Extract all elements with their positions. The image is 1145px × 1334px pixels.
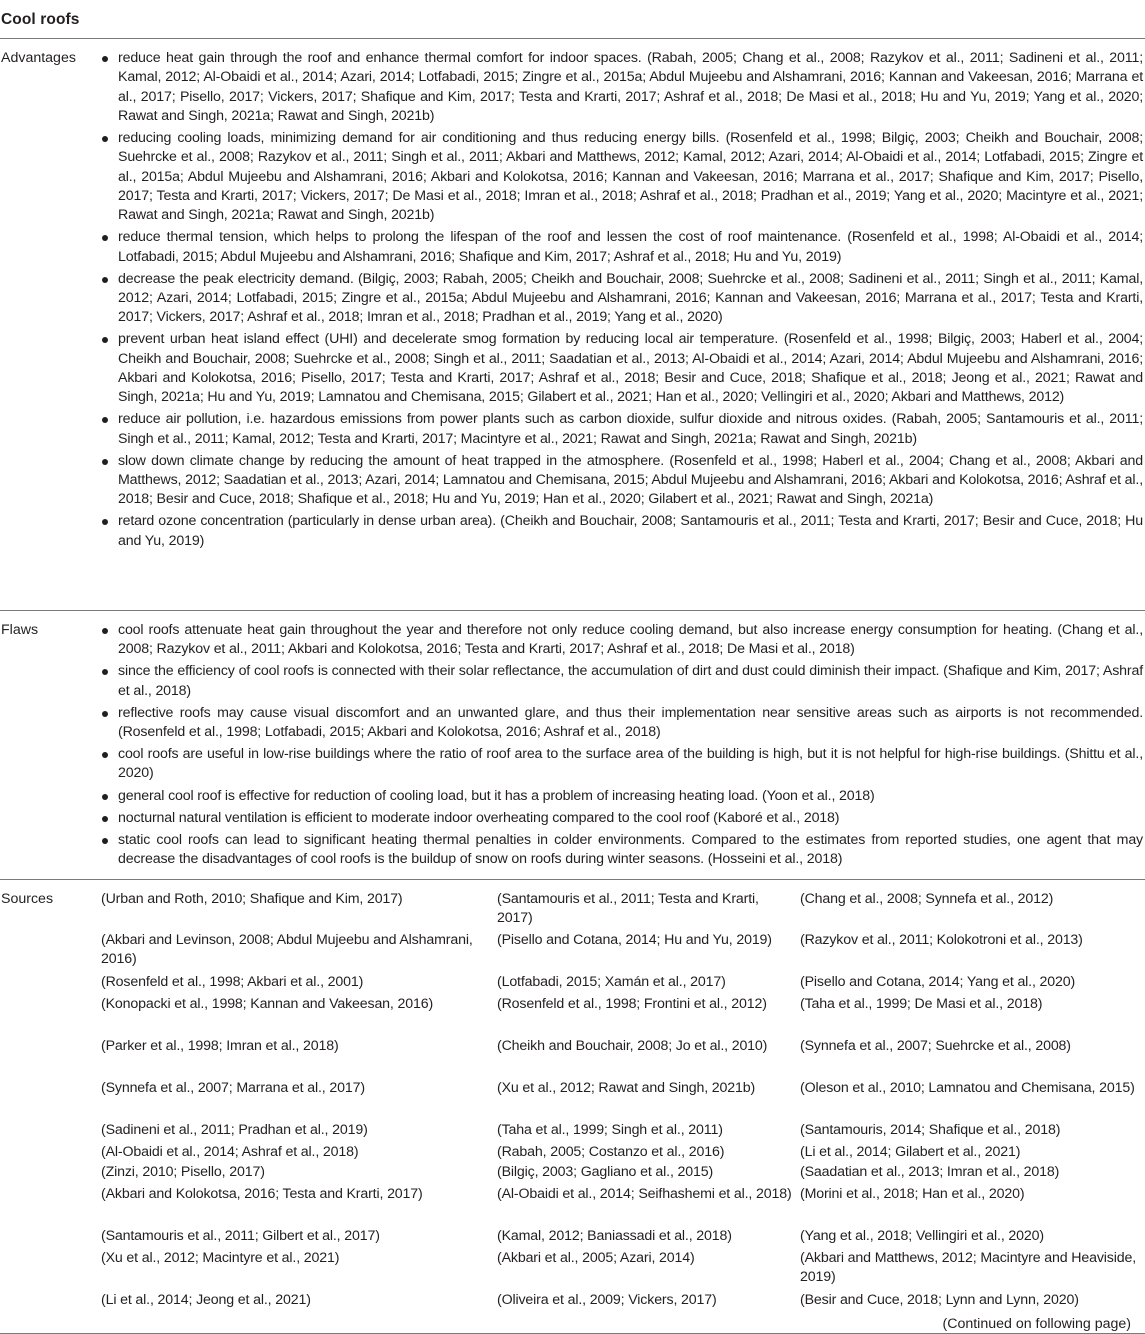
source-cell: (Synnefa et al., 2007; Suehrcke et al., 2008)	[800, 1038, 1071, 1054]
table-row	[101, 1185, 1145, 1227]
bullet-icon	[102, 459, 108, 465]
list-item: reduce thermal tension, which helps to prolong the lifespan of the roof and lessen the cost of roof maintenance. (Rosenfeld et al., 1998; Al-Obaidi et al., 2014; Lotfabadi, 2015; Abdul Mujeebu and Alshamrani, 2016; Shafique and Kim, 2017; Ashraf et al., 2018; Hu and Yu, 2019)	[101, 228, 1143, 267]
source-cell: (Santamouris et al., 2011; Testa and Krarti, 2017)	[497, 891, 759, 927]
sources-section	[0, 880, 1145, 1334]
list-item: since the efficiency of cool roofs is connected with their solar reflectance, the accumulation of dirt and dust could diminish their impact. (Shafique and Kim, 2017; Ashraf et al., 2018)	[101, 662, 1143, 701]
source-cell: (Akbari et al., 2005; Azari, 2014)	[497, 1250, 695, 1266]
bullet-icon	[102, 519, 108, 525]
bullet-icon	[102, 235, 108, 241]
flaws-section	[0, 611, 1145, 880]
source-cell: (Xu et al., 2012; Rawat and Singh, 2021b)	[497, 1080, 756, 1096]
source-cell: (Rosenfeld et al., 1998; Frontini et al., 2012)	[497, 996, 767, 1012]
list-item: decrease the peak electricity demand. (Bilgiç, 2003; Rabah, 2005; Cheikh and Bouchair, 2008; Suehrcke et al., 2008; Sadineni et al., 2011; Singh et al., 2011; Kamal, 2012; Azari, 2014; Lotfabadi, 2015; Zingre et al., 2015a; Abdul Mujeebu and Alshamrani, 2016; Kannan and Vakeesan, 2016; Marrana et al., 2017; Testa and Krarti, 2017; Vickers, 2017; Ashraf et al., 2018; Imran et al., 2018; Pradhan et al., 2019; Yang et al., 2020)	[101, 270, 1143, 328]
source-cell: (Li et al., 2014; Jeong et al., 2021)	[101, 1292, 311, 1308]
table-row	[101, 973, 1145, 995]
list-item: reduce heat gain through the roof and enhance thermal comfort for indoor spaces. (Rabah, 2005; Chang et al., 2008; Razykov et al., 2011; Sadineni et al., 2011; Kamal, 2012; Al-Obaidi et al., 2014; Azari, 2014; Lotfabadi, 2015; Zingre et al., 2015a; Abdul Mujeebu and Alshamrani, 2016; Kannan and Vakeesan, 2016; Marrana et al., 2017; Pisello, 2017; Vickers, 2017; Shafique and Kim, 2017; Testa and Krarti, 2017; Ashraf et al., 2018; De Masi et al., 2018; Hu and Yu, 2019; Yang et al., 2020; Rawat and Singh, 2021a; Rawat and Singh, 2021b)	[101, 49, 1143, 126]
table-row	[101, 1079, 1145, 1121]
bullet-icon	[102, 838, 108, 844]
source-cell: (Yang et al., 2018; Vellingiri et al., 2020)	[800, 1228, 1044, 1244]
table-row	[101, 1227, 1145, 1249]
bullet-icon	[102, 628, 108, 634]
table-title: Cool roofs	[1, 11, 80, 28]
table-row	[101, 1163, 1145, 1185]
source-cell: (Saadatian et al., 2013; Imran et al., 2018)	[800, 1164, 1060, 1180]
source-cell: (Besir and Cuce, 2018; Lynn and Lynn, 2020)	[800, 1292, 1079, 1308]
table-row	[101, 1037, 1145, 1079]
source-cell: (Cheikh and Bouchair, 2008; Jo et al., 2010)	[497, 1038, 768, 1054]
advantages-section	[0, 39, 1145, 611]
list-item: general cool roof is effective for reduction of cooling load, but it has a problem of increasing heating load. (Yoon et al., 2018)	[101, 787, 1143, 806]
flaws-label: Flaws	[1, 622, 39, 638]
advantages-list	[101, 49, 1143, 554]
list-item: cool roofs are useful in low-rise buildings where the ratio of roof area to the surface area of the building is high, but it is not helpful for high-rise buildings. (Shittu et al., 2020)	[101, 745, 1143, 784]
table-row	[101, 1121, 1145, 1143]
sources-label: Sources	[1, 891, 54, 907]
list-item: nocturnal natural ventilation is efficient to moderate indoor overheating compared to the cool roof (Kaboré et al., 2018)	[101, 809, 1143, 828]
source-cell: (Al-Obaidi et al., 2014; Seifhashemi et al., 2018)	[497, 1186, 792, 1202]
bullet-icon	[102, 794, 108, 800]
table-row	[101, 995, 1145, 1037]
source-cell: (Synnefa et al., 2007; Marrana et al., 2017)	[101, 1080, 365, 1096]
source-cell: (Morini et al., 2018; Han et al., 2020)	[800, 1186, 1025, 1202]
source-cell: (Zinzi, 2010; Pisello, 2017)	[101, 1164, 265, 1180]
bullet-icon	[102, 669, 108, 675]
source-cell: (Al-Obaidi et al., 2014; Ashraf et al., 2018)	[101, 1144, 359, 1160]
source-cell: (Oliveira et al., 2009; Vickers, 2017)	[497, 1292, 717, 1308]
table-header-row	[0, 0, 1145, 39]
source-cell: (Chang et al., 2008; Synnefa et al., 2012)	[800, 891, 1054, 907]
list-item: reducing cooling loads, minimizing demand for air conditioning and thus reducing energy bills. (Rosenfeld et al., 1998; Bilgiç, 2003; Cheikh and Bouchair, 2008; Suehrcke et al., 2008; Razykov et al., 2011; Singh et al., 2011; Akbari and Matthews, 2012; Kamal, 2012; Azari, 2014; Al-Obaidi et al., 2014; Lotfabadi, 2015; Zingre et al., 2015a; Abdul Mujeebu and Alshamrani, 2016; Akbari and Kolokotsa, 2016; Kannan and Vakeesan, 2016; Marrana et al., 2017; Shafique and Kim, 2017; Pisello, 2017; Testa and Krarti, 2017; Vickers, 2017; De Masi et al., 2018; Imran et al., 2018; Ashraf et al., 2018; Pradhan et al., 2019; Yang et al., 2020; Macintyre et al., 2021; Rawat and Singh, 2021a; Rawat and Singh, 2021b)	[101, 129, 1143, 225]
list-item: slow down climate change by reducing the amount of heat trapped in the atmosphere. (Rosenfeld et al., 1998; Haberl et al., 2004; Chang et al., 2008; Akbari and Matthews, 2012; Saadatian et al., 2013; Azari, 2014; Lamnatou and Chemisana, 2015; Abdul Mujeebu and Alshamrani, 2016; Akbari and Kolokotsa, 2016; Ashraf et al., 2018; Besir and Cuce, 2018; Shafique et al., 2018; Hu and Yu, 2019; Han et al., 2020; Gilabert et al., 2021; Rawat and Singh, 2021a)	[101, 452, 1143, 510]
source-cell: (Santamouris et al., 2011; Gilbert et al., 2017)	[101, 1228, 380, 1244]
list-item: reflective roofs may cause visual discomfort and an unwanted glare, and thus their implementation near sensitive areas such as airports is not recommended. (Rosenfeld et al., 1998; Lotfabadi, 2015; Akbari and Kolokotsa, 2016; Ashraf et al., 2018)	[101, 704, 1143, 743]
table-row	[101, 1143, 1145, 1163]
bullet-icon	[102, 417, 108, 423]
source-cell: (Akbari and Kolokotsa, 2016; Testa and Krarti, 2017)	[101, 1186, 423, 1202]
bullet-icon	[102, 711, 108, 717]
source-cell: (Akbari and Levinson, 2008; Abdul Mujeebu and Alshamrani, 2016)	[101, 932, 473, 968]
bullet-icon	[102, 56, 108, 62]
list-item: cool roofs attenuate heat gain throughout the year and therefore not only reduce cooling demand, but also increase energy consumption for heating. (Chang et al., 2008; Razykov et al., 2011; Akbari and Kolokotsa, 2016; Testa and Krarti, 2017; Ashraf et al., 2018; De Masi et al., 2018)	[101, 621, 1143, 660]
source-cell: (Oleson et al., 2010; Lamnatou and Chemisana, 2015)	[800, 1080, 1135, 1096]
sources-grid	[101, 890, 1145, 1313]
bullet-icon	[102, 337, 108, 343]
list-item: reduce air pollution, i.e. hazardous emissions from power plants such as carbon dioxide, sulfur dioxide and nitrous oxides. (Rabah, 2005; Santamouris et al., 2011; Singh et al., 2011; Kamal, 2012; Testa and Krarti, 2017; Macintyre et al., 2021; Rawat and Singh, 2021a; Rawat and Singh, 2021b)	[101, 410, 1143, 449]
source-cell: (Razykov et al., 2011; Kolokotroni et al., 2013)	[800, 932, 1083, 948]
table-row	[101, 1249, 1145, 1291]
advantages-label: Advantages	[1, 50, 76, 66]
source-cell: (Santamouris, 2014; Shafique et al., 2018)	[800, 1122, 1061, 1138]
list-item: prevent urban heat island effect (UHI) and decelerate smog formation by reducing local air temperature. (Rosenfeld et al., 1998; Bilgiç, 2003; Haberl et al., 2004; Cheikh and Bouchair, 2008; Suehrcke et al., 2008; Singh et al., 2011; Saadatian et al., 2013; Al-Obaidi et al., 2014; Azari, 2014; Abdul Mujeebu and Alshamrani, 2016; Akbari and Kolokotsa, 2016; Pisello, 2017; Testa and Krarti, 2017; Ashraf et al., 2018; Besir and Cuce, 2018; Shafique et al., 2018; Jeong et al., 2021; Rawat and Singh, 2021a; Hu and Yu, 2019; Lamnatou and Chemisana, 2015; Gilabert et al., 2021; Han et al., 2020; Vellingiri et al., 2020; Akbari and Matthews, 2012)	[101, 330, 1143, 407]
source-cell: (Rosenfeld et al., 1998; Akbari et al., 2001)	[101, 974, 364, 990]
source-cell: (Urban and Roth, 2010; Shafique and Kim, 2017)	[101, 891, 403, 907]
bullet-icon	[102, 277, 108, 283]
source-cell: (Taha et al., 1999; Singh et al., 2011)	[497, 1122, 723, 1138]
table-row	[101, 931, 1145, 973]
table-row	[101, 1291, 1145, 1313]
source-cell: (Akbari and Matthews, 2012; Macintyre and Heaviside, 2019)	[800, 1250, 1137, 1286]
bullet-icon	[102, 816, 108, 822]
flaws-list	[101, 621, 1143, 872]
source-cell: (Taha et al., 1999; De Masi et al., 2018)	[800, 996, 1043, 1012]
source-cell: (Konopacki et al., 1998; Kannan and Vakeesan, 2016)	[101, 996, 434, 1012]
source-cell: (Lotfabadi, 2015; Xamán et al., 2017)	[497, 974, 726, 990]
source-cell: (Li et al., 2014; Gilabert et al., 2021)	[800, 1144, 1021, 1160]
source-cell: (Pisello and Cotana, 2014; Hu and Yu, 2019)	[497, 932, 772, 948]
source-cell: (Pisello and Cotana, 2014; Yang et al., 2020)	[800, 974, 1076, 990]
source-cell: (Parker et al., 1998; Imran et al., 2018)	[101, 1038, 339, 1054]
list-item: retard ozone concentration (particularly in dense urban area). (Cheikh and Bouchair, 2008; Santamouris et al., 2011; Testa and Krarti, 2017; Besir and Cuce, 2018; Hu and Yu, 2019)	[101, 512, 1143, 551]
source-cell: (Sadineni et al., 2011; Pradhan et al., 2019)	[101, 1122, 368, 1138]
source-cell: (Rabah, 2005; Costanzo et al., 2016)	[497, 1144, 725, 1160]
source-cell: (Xu et al., 2012; Macintyre et al., 2021)	[101, 1250, 340, 1266]
list-item: static cool roofs can lead to significant heating thermal penalties in colder environments. Compared to the estimates from reported studies, one agent that may decrease the disadvantages of cool roofs is the buildup of snow on roofs during winter seasons. (Hosseini et al., 2018)	[101, 831, 1143, 870]
source-cell: (Kamal, 2012; Baniassadi et al., 2018)	[497, 1228, 732, 1244]
table-row	[101, 890, 1145, 931]
bullet-icon	[102, 136, 108, 142]
continued-note: (Continued on following page)	[942, 1316, 1131, 1332]
source-cell: (Bilgiç, 2003; Gagliano et al., 2015)	[497, 1164, 714, 1180]
bullet-icon	[102, 752, 108, 758]
